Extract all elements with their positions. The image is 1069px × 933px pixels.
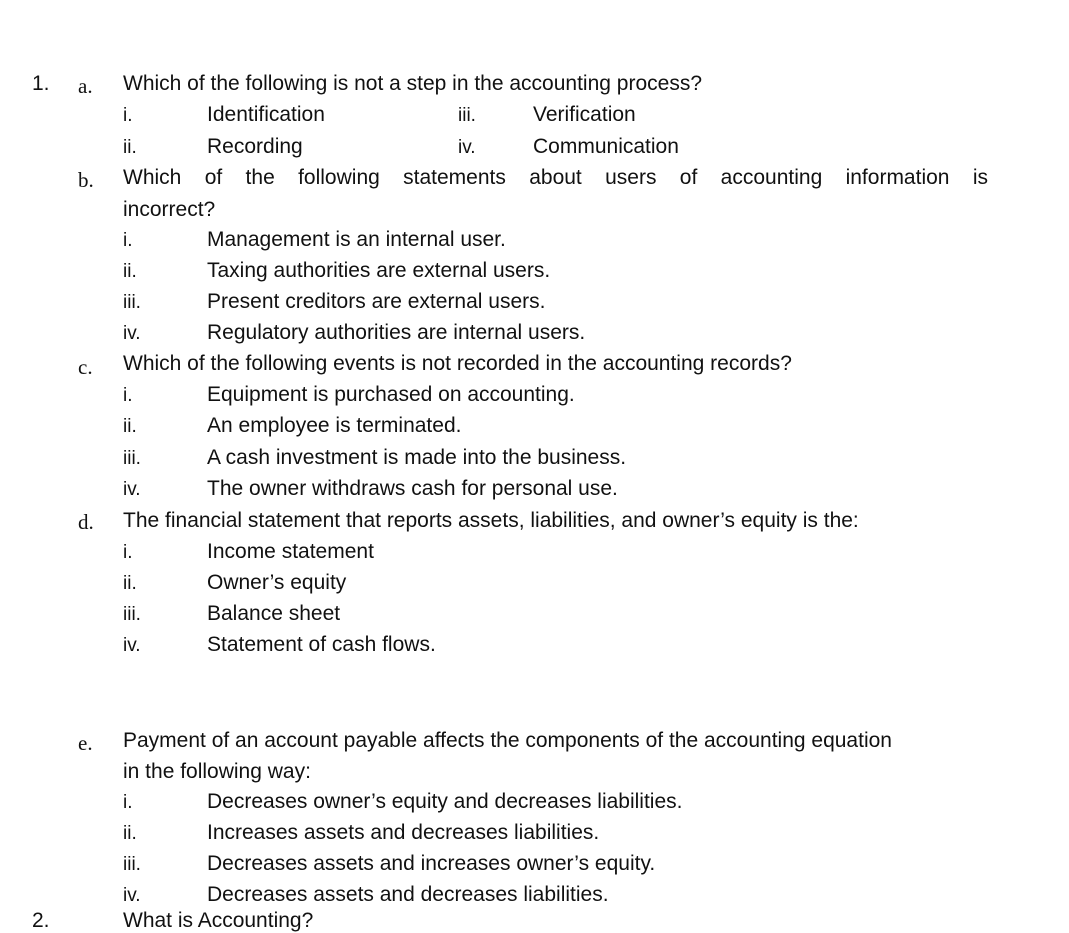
next-question-cutoff: [30, 906, 370, 932]
question-a-stem: Which of the following is not a step in the accounting process?: [123, 72, 702, 95]
question-e-option-i-numeral: i.: [123, 792, 133, 813]
question-e-option-iv-numeral: iv.: [123, 885, 141, 906]
question-a-option-ii-numeral: ii.: [123, 137, 137, 158]
question-c-option-iii-numeral: iii.: [123, 448, 141, 469]
question-d-option-iii-numeral: iii.: [123, 604, 141, 625]
question-d-option-ii-text: Owner’s equity: [207, 571, 347, 594]
question-b-option-ii-text: Taxing authorities are external users.: [207, 259, 551, 282]
question-a-option-iv-numeral: iv.: [458, 137, 476, 158]
question-a-option-i-numeral: i.: [123, 105, 133, 126]
question-d-option-iv-text: Statement of cash flows.: [207, 633, 436, 656]
question-d-option-i-numeral: i.: [123, 542, 133, 563]
question-c-letter: c.: [78, 355, 93, 379]
question-a-letter: a.: [78, 74, 93, 98]
question-c-option-i-text: Equipment is purchased on accounting.: [207, 383, 575, 406]
question-c-option-i-numeral: i.: [123, 385, 133, 406]
question-e-letter: e.: [78, 731, 93, 755]
question-c-option-iv-numeral: iv.: [123, 479, 141, 500]
question-c-option-ii-numeral: ii.: [123, 416, 137, 437]
question-c-stem: Which of the following events is not recorded in the accounting records?: [123, 352, 792, 375]
question-a-option-i-text: Identification: [207, 103, 325, 126]
question-b-option-i-text: Management is an internal user.: [207, 228, 506, 251]
question-c-option-ii-text: An employee is terminated.: [207, 414, 462, 437]
question-number: 1.: [32, 72, 50, 95]
question-e-stem-line2: in the following way:: [123, 760, 311, 783]
question-b-option-iii-text: Present creditors are external users.: [207, 290, 546, 313]
question-d-option-ii-numeral: ii.: [123, 573, 137, 594]
question-b-letter: b.: [78, 168, 94, 192]
question-d-letter: d.: [78, 510, 94, 534]
question-a-option-iii-text: Verification: [533, 103, 636, 126]
question-b-option-iii-numeral: iii.: [123, 292, 141, 313]
question-e-option-iii-text: Decreases assets and increases owner’s equity.: [207, 852, 656, 875]
question-d-option-iii-text: Balance sheet: [207, 602, 341, 625]
question-b-stem-line2: incorrect?: [123, 198, 216, 221]
question-e-option-iv-text: Decreases assets and decreases liabilities.: [207, 883, 609, 906]
question-a-option-iii-numeral: iii.: [458, 105, 476, 126]
question-a-option-ii-text: Recording: [207, 135, 303, 158]
next-question-number: 2.: [32, 909, 50, 932]
question-d-option-iv-numeral: iv.: [123, 635, 141, 656]
question-c-option-iii-text: A cash investment is made into the business.: [207, 446, 627, 469]
question-e-option-iii-numeral: iii.: [123, 854, 141, 875]
question-e-option-ii-numeral: ii.: [123, 823, 137, 844]
question-b-option-ii-numeral: ii.: [123, 261, 137, 282]
next-question-text: What is Accounting?: [123, 909, 314, 932]
question-d-option-i-text: Income statement: [207, 540, 374, 563]
question-d-stem: The financial statement that reports assets, liabilities, and owner’s equity is the:: [123, 509, 859, 532]
question-c-option-iv-text: The owner withdraws cash for personal use.: [207, 477, 618, 500]
question-e-option-ii-text: Increases assets and decreases liabilities.: [207, 821, 600, 844]
question-b-option-i-numeral: i.: [123, 230, 133, 251]
question-b-option-iv-text: Regulatory authorities are internal users.: [207, 321, 586, 344]
question-b-option-iv-numeral: iv.: [123, 323, 141, 344]
question-e-option-i-text: Decreases owner’s equity and decreases liabilities.: [207, 790, 683, 813]
question-b-stem-line1: Which of the following statements about users of accounting information is: [123, 166, 988, 189]
question-e-stem-line1: Payment of an account payable affects the components of the accounting equation: [123, 729, 892, 752]
question-a-option-iv-text: Communication: [533, 135, 679, 158]
